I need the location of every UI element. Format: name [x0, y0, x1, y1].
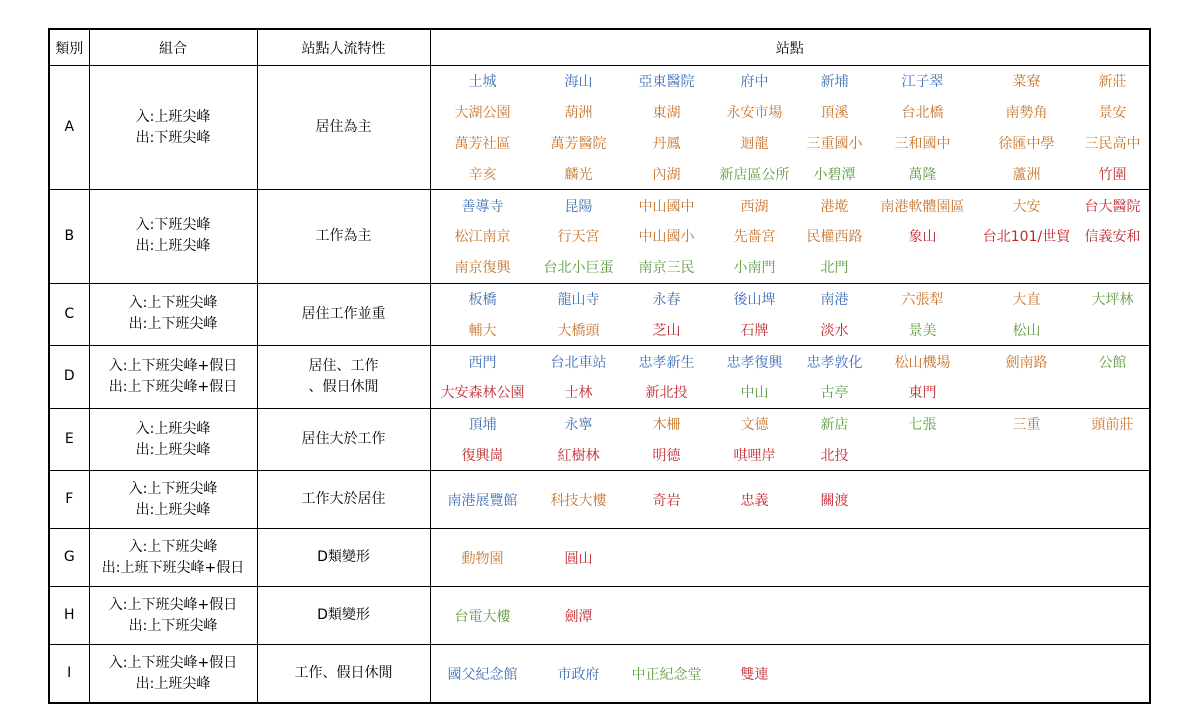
combo-cell [89, 346, 257, 409]
station-name: 萬隆 [908, 166, 937, 183]
station-name: 台大醫院 [1084, 198, 1141, 215]
station-name: 三重國小 [806, 135, 863, 152]
station-line [431, 409, 1150, 440]
combo-in-line: 入:下班尖峰 [135, 217, 211, 234]
combo-out-line: 出:上班尖峰 [135, 501, 211, 518]
stations-cell [430, 471, 1150, 529]
station-name: 中正紀念堂 [631, 666, 702, 683]
station-name: 景美 [908, 322, 937, 339]
combo-out-line: 出:下班尖峰 [135, 129, 211, 146]
category-cell: C [49, 283, 89, 346]
station-name: 芝山 [652, 322, 681, 339]
station-name: 海山 [564, 74, 593, 91]
station-name: 象山 [908, 229, 937, 246]
station-name: 土城 [468, 74, 497, 91]
traits-cell: 工作大於居住 [257, 471, 430, 529]
station-name: 新北投 [645, 385, 688, 402]
station-name: 動物園 [461, 550, 504, 567]
station-name: 北投 [820, 447, 849, 464]
station-name: 後山埤 [733, 291, 776, 308]
header-row [49, 29, 1150, 66]
station-name: 木柵 [652, 417, 681, 434]
station-name: 竹圍 [1098, 166, 1127, 183]
station-name: 南京三民 [638, 260, 695, 277]
stations-cell [430, 408, 1150, 471]
table-row [49, 66, 1150, 190]
station-name: 紅樹林 [557, 447, 600, 464]
combo-cell [89, 66, 257, 190]
station-name: 善導寺 [461, 198, 504, 215]
header-category: 類別 [49, 29, 89, 66]
combo-cell [89, 283, 257, 346]
station-name: 西門 [468, 354, 497, 371]
traits-line: 、假日休閒 [308, 378, 379, 395]
table-row [49, 346, 1150, 409]
station-name: 石牌 [740, 322, 769, 339]
category-cell: D [49, 346, 89, 409]
station-line [431, 484, 1150, 515]
combo-out-line: 出:上班尖峰 [135, 238, 211, 255]
station-name: 國父紀念館 [447, 666, 518, 683]
category-cell: E [49, 408, 89, 471]
station-name: 忠孝復興 [726, 354, 783, 371]
station-line [431, 346, 1150, 377]
combo-out-line: 出:上下班尖峰+假日 [108, 378, 238, 395]
combo-out-line: 出:上下班尖峰 [128, 316, 218, 333]
station-name: 唭哩岸 [733, 447, 776, 464]
combo-out-line: 出:上班下班尖峰+假日 [101, 559, 245, 576]
combo-in-line: 入:上班尖峰 [135, 420, 211, 437]
station-name: 大直 [1012, 291, 1041, 308]
station-name: 北門 [820, 260, 849, 277]
combo-cell [89, 529, 257, 587]
station-name: 七張 [908, 417, 937, 434]
station-name: 公館 [1098, 354, 1127, 371]
station-name: 南勢角 [1005, 105, 1048, 122]
station-name: 輔大 [468, 322, 497, 339]
traits-cell: 工作為主 [257, 190, 430, 283]
station-name: 內湖 [652, 166, 681, 183]
station-line [431, 658, 1150, 689]
table-row [49, 645, 1150, 703]
station-name: 三重 [1012, 417, 1041, 434]
station-name: 關渡 [820, 492, 849, 509]
station-name: 新店區公所 [719, 166, 790, 183]
station-name: 科技大樓 [550, 492, 607, 509]
station-name: 永安市場 [726, 105, 783, 122]
station-name: 小碧潭 [813, 166, 856, 183]
traits-cell: 居住為主 [257, 66, 430, 190]
station-name: 新莊 [1098, 74, 1127, 91]
station-name: 松山 [1012, 322, 1041, 339]
category-cell: I [49, 645, 89, 703]
table-row [49, 190, 1150, 283]
traits-cell [257, 346, 430, 409]
station-name: 台北小巨蛋 [543, 260, 614, 277]
station-name: 忠孝敦化 [806, 354, 863, 371]
station-name: 大安森林公園 [440, 385, 525, 402]
station-name: 雙連 [740, 666, 769, 683]
station-name: 士林 [564, 385, 593, 402]
combo-in-line: 入:上下班尖峰+假日 [108, 654, 238, 671]
station-name: 中山國中 [638, 198, 695, 215]
station-name: 迴龍 [740, 135, 769, 152]
combo-cell [89, 645, 257, 703]
station-name: 亞東醫院 [638, 74, 695, 91]
station-name: 台北101/世貿 [982, 229, 1071, 246]
station-name: 大安 [1012, 198, 1041, 215]
station-name: 台電大樓 [454, 608, 511, 625]
station-name: 明德 [652, 447, 681, 464]
traits-cell: D類變形 [257, 529, 430, 587]
station-name: 景安 [1098, 105, 1127, 122]
station-name: 文德 [740, 417, 769, 434]
station-name: 蘆洲 [1012, 166, 1041, 183]
combo-in-line: 入:上下班尖峰+假日 [108, 596, 238, 613]
station-line [431, 440, 1150, 471]
station-name: 萬芳醫院 [550, 135, 607, 152]
station-name: 淡水 [820, 322, 849, 339]
table-body [49, 66, 1150, 703]
station-name: 信義安和 [1084, 229, 1141, 246]
station-name: 忠孝新生 [638, 354, 695, 371]
station-name: 中山國小 [638, 229, 695, 246]
station-name: 南港展覽館 [447, 492, 518, 509]
station-name: 台北車站 [550, 354, 607, 371]
station-name: 菜寮 [1012, 74, 1041, 91]
stations-cell [430, 645, 1150, 703]
station-name: 板橋 [468, 291, 497, 308]
table-row [49, 408, 1150, 471]
station-name: 劍潭 [564, 608, 593, 625]
station-name: 大橋頭 [557, 322, 600, 339]
category-cell: B [49, 190, 89, 283]
station-name: 丹鳳 [652, 135, 681, 152]
station-name: 劍南路 [1005, 354, 1048, 371]
station-line [431, 542, 1150, 573]
station-line [431, 377, 1150, 408]
combo-out-line: 出:上下班尖峰 [128, 617, 218, 634]
station-name: 民權西路 [806, 229, 863, 246]
station-name: 府中 [740, 74, 769, 91]
station-name: 新店 [820, 417, 849, 434]
combo-out-line: 出:上班尖峰 [135, 441, 211, 458]
station-name: 復興崗 [461, 447, 504, 464]
station-name: 龍山寺 [557, 291, 600, 308]
station-line [431, 97, 1150, 128]
station-name: 三民高中 [1084, 135, 1141, 152]
station-line [431, 314, 1150, 345]
station-name: 麟光 [564, 166, 593, 183]
station-name: 東湖 [652, 105, 681, 122]
station-line [431, 284, 1150, 315]
traits-cell: 居住大於工作 [257, 408, 430, 471]
combo-cell [89, 190, 257, 283]
station-line [431, 128, 1150, 159]
station-name: 昆陽 [564, 198, 593, 215]
combo-in-line: 入:上下班尖峰 [128, 538, 218, 555]
station-name: 西湖 [740, 198, 769, 215]
station-line [431, 66, 1150, 97]
stations-cell [430, 66, 1150, 190]
combo-cell [89, 587, 257, 645]
table-row [49, 283, 1150, 346]
station-name: 松江南京 [454, 229, 511, 246]
station-line [431, 221, 1150, 252]
header-combo: 組合 [89, 29, 257, 66]
station-name: 南港軟體園區 [880, 198, 965, 215]
station-name: 萬芳社區 [454, 135, 511, 152]
station-name: 南京復興 [454, 260, 511, 277]
station-name: 大湖公園 [454, 105, 511, 122]
station-line [431, 252, 1150, 283]
station-name: 台北橋 [901, 105, 944, 122]
station-name: 行天宮 [557, 229, 600, 246]
combo-in-line: 入:上下班尖峰 [128, 480, 218, 497]
combo-in-line: 入:上下班尖峰 [128, 295, 218, 312]
station-name: 頭前莊 [1091, 417, 1134, 434]
station-name: 中山 [740, 385, 769, 402]
category-cell: H [49, 587, 89, 645]
station-classification-table [48, 28, 1151, 704]
station-line [431, 158, 1150, 189]
table-row [49, 529, 1150, 587]
stations-cell [430, 529, 1150, 587]
category-cell: A [49, 66, 89, 190]
combo-cell [89, 471, 257, 529]
stations-cell [430, 587, 1150, 645]
station-name: 頂溪 [820, 105, 849, 122]
combo-in-line: 入:上下班尖峰+假日 [108, 357, 238, 374]
station-name: 三和國中 [894, 135, 951, 152]
combo-cell [89, 408, 257, 471]
station-name: 新埔 [820, 74, 849, 91]
station-line [431, 190, 1150, 221]
category-cell: G [49, 529, 89, 587]
table-row [49, 471, 1150, 529]
station-name: 辛亥 [468, 166, 497, 183]
traits-cell: 工作、假日休閒 [257, 645, 430, 703]
header-traits: 站點人流特性 [257, 29, 430, 66]
station-name: 圓山 [564, 550, 593, 567]
station-name: 江子翠 [901, 74, 944, 91]
table-row [49, 587, 1150, 645]
station-name: 古亭 [820, 385, 849, 402]
station-name: 徐匯中學 [998, 135, 1055, 152]
station-name: 先嗇宮 [733, 229, 776, 246]
combo-in-line: 入:上班尖峰 [135, 108, 211, 125]
station-name: 小南門 [733, 260, 776, 277]
station-name: 港墘 [820, 198, 849, 215]
station-name: 葫洲 [564, 105, 593, 122]
station-name: 六張犁 [901, 291, 944, 308]
station-name: 市政府 [557, 666, 600, 683]
station-line [431, 600, 1150, 631]
header-stations: 站點 [430, 29, 1150, 66]
stations-cell [430, 283, 1150, 346]
station-name: 奇岩 [652, 492, 681, 509]
station-name: 大坪林 [1091, 291, 1134, 308]
station-name: 頂埔 [468, 417, 497, 434]
station-name: 松山機場 [894, 354, 951, 371]
station-name: 忠義 [740, 492, 769, 509]
traits-line: 居住、工作 [308, 357, 379, 374]
combo-out-line: 出:上班尖峰 [135, 675, 211, 692]
station-name: 永春 [652, 291, 681, 308]
station-name: 東門 [908, 385, 937, 402]
traits-cell: D類變形 [257, 587, 430, 645]
stations-cell [430, 190, 1150, 283]
category-cell: F [49, 471, 89, 529]
traits-cell: 居住工作並重 [257, 283, 430, 346]
station-name: 南港 [820, 291, 849, 308]
stations-cell [430, 346, 1150, 409]
station-name: 永寧 [564, 417, 593, 434]
